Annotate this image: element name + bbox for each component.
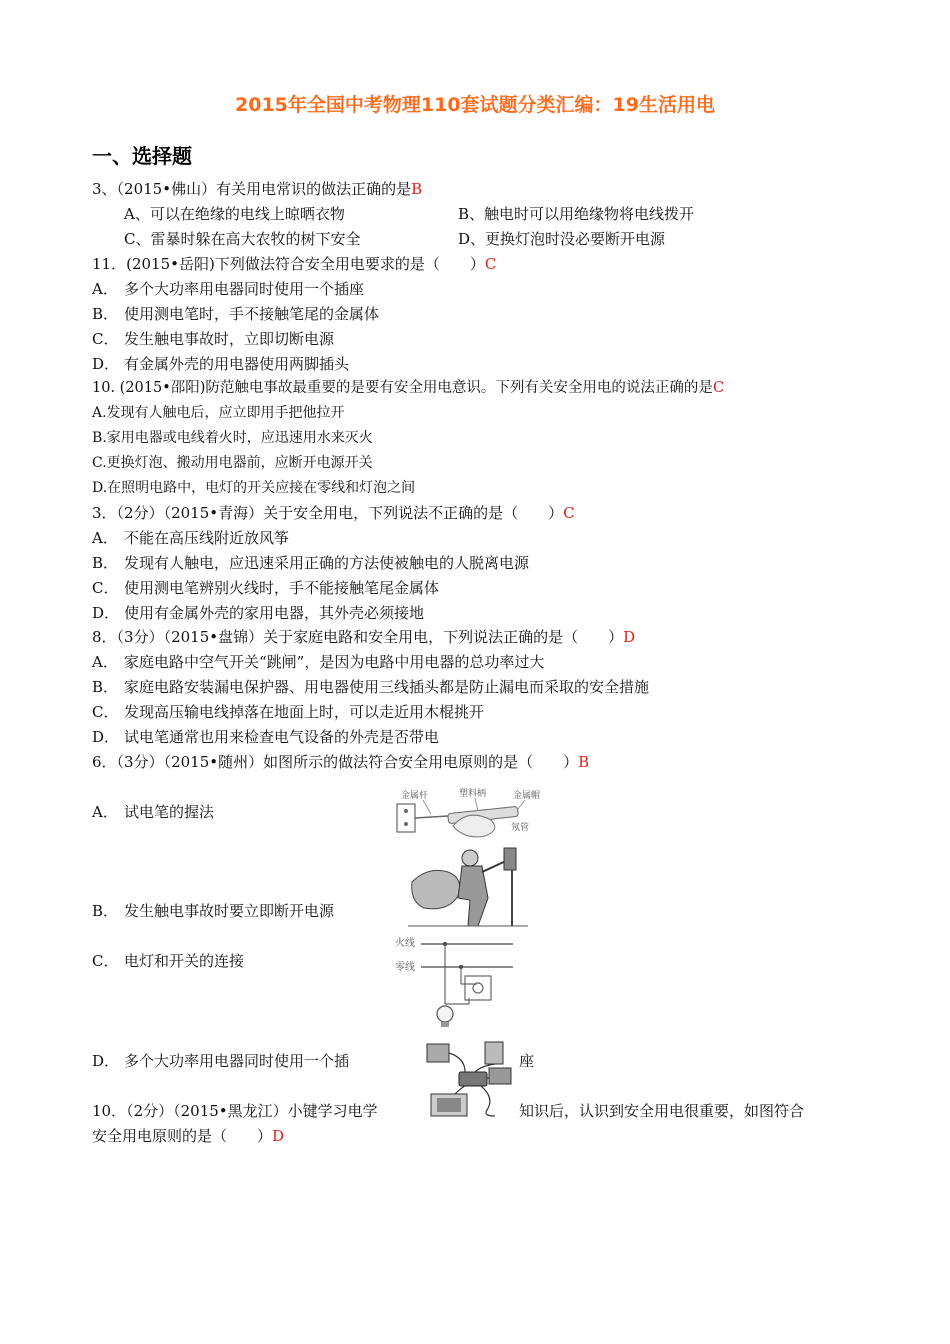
appliance-box <box>489 1068 511 1084</box>
option-d <box>92 726 439 748</box>
option-text: 家庭电路安装漏电保护器、用电器使用三线插头都是防止漏电而采取的安全措施 <box>124 678 650 696</box>
option-letter: C． <box>92 952 119 970</box>
lamp-switch-wiring-figure <box>393 934 518 1034</box>
power-cord <box>481 1086 495 1116</box>
option-letter: A． <box>92 280 118 298</box>
option-a <box>92 278 364 300</box>
question-qinghai <box>92 502 575 524</box>
answer-mark: C <box>484 255 497 273</box>
option-b: B、触电时可以用绝缘物将电线拨开 <box>458 205 695 223</box>
question-stem: 10. (2015•邵阳)防范触电事故最重要的是要有安全用电意识。下列有关安全用电的说法正确的是 <box>92 380 713 396</box>
question-heilongjiang-part1: 10．（2分）（2015•黑龙江）小键学习电学 <box>92 1102 378 1120</box>
bulb-base <box>441 1022 449 1027</box>
socket-hole <box>404 809 408 813</box>
option-text: 试电笔通常也用来检查电气设备的外壳是否带电 <box>124 728 440 746</box>
option-letter: A． <box>92 529 118 547</box>
question-stem: 安全用电原则的是（ ） <box>92 1127 273 1145</box>
option-d-tail: 座 <box>519 1052 535 1070</box>
question-stem: 6．（3分）（2015•随州）如图所示的做法符合安全用电原则的是（ ） <box>92 753 579 771</box>
appliance-box <box>427 1044 449 1062</box>
option-letter: D． <box>92 728 120 746</box>
option-letter: D． <box>92 604 120 622</box>
appliance-box <box>485 1042 503 1064</box>
question-panjin <box>92 626 635 648</box>
option-d <box>92 1050 349 1072</box>
option-letter: C． <box>92 579 119 597</box>
option-letter: B． <box>92 902 119 920</box>
fig-label-neon: 氖管 <box>511 823 530 833</box>
fig-label-neutral: 零线 <box>395 962 415 973</box>
option-text: 发现有人触电，应迅速采用正确的方法使被触电的人脱离电源 <box>124 554 530 572</box>
option-b: B.家用电器或电线着火时，应迅速用水来灭火 <box>92 430 373 446</box>
option-c: C、雷暴时躲在高大农牧的树下安全 <box>124 230 361 248</box>
label-pointer <box>475 798 478 811</box>
option-text: 使用有金属外壳的家用电器，其外壳必须接地 <box>124 604 425 622</box>
option-d: D.在照明电路中，电灯的开关应接在零线和灯泡之间 <box>92 480 416 496</box>
option-letter: B． <box>92 678 119 696</box>
fig-label-metal-rod: 金属杆 <box>401 791 429 801</box>
switch-plate <box>465 976 491 1000</box>
answer-mark: D <box>272 1127 285 1145</box>
victim-shape <box>412 870 460 908</box>
section-heading: 一、选择题 <box>92 144 192 168</box>
option-text: 试电笔的握法 <box>124 803 215 821</box>
option-text: 发现高压输电线掉落在地面上时，可以走近用木棍挑开 <box>124 703 485 721</box>
question-foshan <box>92 178 422 200</box>
question-stem: 3、（2015•佛山）有关用电常识的做法正确的是 <box>92 180 412 198</box>
option-c <box>92 701 484 723</box>
option-text: 不能在高压线附近放风筝 <box>124 529 290 547</box>
question-stem: 8．（3分）（2015•盘锦）关于家庭电路和安全用电，下列说法正确的是（ ） <box>92 628 624 646</box>
option-c <box>92 950 244 972</box>
switch-knob <box>473 983 483 993</box>
option-b <box>92 552 529 574</box>
option-text: 使用测电笔时，手不接触笔尾的金属体 <box>124 305 380 323</box>
test-pen-figure <box>393 786 555 844</box>
fig-label-live: 火线 <box>395 938 415 949</box>
option-d <box>92 602 424 624</box>
question-heilongjiang-part3 <box>92 1125 284 1147</box>
option-b <box>92 900 334 922</box>
option-text: 使用测电笔辨别火线时，手不能接触笔尾金属体 <box>124 579 440 597</box>
answer-mark: C <box>712 380 725 396</box>
option-a <box>92 527 289 549</box>
option-c <box>92 577 439 599</box>
socket-hole <box>404 822 408 826</box>
question-shaoyang <box>92 377 724 399</box>
fig-label-plastic-handle: 塑料柄 <box>459 789 487 799</box>
answer-mark: B <box>578 753 590 771</box>
option-d: D、更换灯泡时没必要断开电源 <box>458 230 666 248</box>
answer-mark: B <box>411 180 423 198</box>
pen-tip <box>415 816 448 818</box>
option-letter: A． <box>92 803 118 821</box>
answer-mark: D <box>623 628 636 646</box>
question-yueyang <box>92 253 496 275</box>
option-a <box>92 801 214 823</box>
option-letter: B． <box>92 305 119 323</box>
option-text: 多个大功率用电器同时使用一个插座 <box>124 280 365 298</box>
option-text: 电灯和开关的连接 <box>124 952 245 970</box>
answer-mark: C <box>563 504 575 522</box>
option-letter: D． <box>92 1052 120 1070</box>
option-a: A、可以在绝缘的电线上晾晒衣物 <box>124 205 345 223</box>
option-letter: C． <box>92 703 119 721</box>
option-a <box>92 651 544 673</box>
option-b <box>92 303 379 325</box>
option-c: C.更换灯泡、搬动用电器前，应断开电源开关 <box>92 455 373 471</box>
option-d <box>92 353 349 375</box>
option-letter: C． <box>92 330 119 348</box>
rescuer-head <box>462 850 478 866</box>
question-heilongjiang-part2: 知识后，认识到安全用电很重要，如图符合 <box>519 1102 805 1120</box>
option-letter: D． <box>92 355 120 373</box>
shock-rescue-figure <box>408 842 528 930</box>
label-pointer <box>423 800 431 814</box>
question-suizhou <box>92 751 589 773</box>
option-letter: A． <box>92 653 118 671</box>
option-c <box>92 328 334 350</box>
switch-box <box>504 848 516 870</box>
light-bulb <box>437 1006 453 1022</box>
socket-outline <box>397 804 415 832</box>
page-title: 2015年全国中考物理110套试题分类汇编：19生活用电 <box>235 94 715 116</box>
tv-screen <box>437 1098 461 1112</box>
question-stem: 3．（2分）（2015•青海）关于安全用电，下列说法不正确的是（ ） <box>92 504 564 522</box>
option-letter: B． <box>92 554 119 572</box>
option-b <box>92 676 649 698</box>
label-pointer <box>517 800 525 810</box>
question-stem: 11．(2015•岳阳)下列做法符合安全用电要求的是（ ） <box>92 255 485 273</box>
option-text: 多个大功率用电器同时使用一个插 <box>124 1052 350 1070</box>
option-text: 发生触电事故时要立即断开电源 <box>124 902 335 920</box>
fig-label-metal-cap: 金属帽 <box>513 791 541 801</box>
option-a: A.发现有人触电后，应立即用手把他拉开 <box>92 405 345 421</box>
option-text: 家庭电路中空气开关“跳闸”，是因为电路中用电器的总功率过大 <box>124 653 545 671</box>
option-text: 有金属外壳的用电器使用两脚插头 <box>124 355 350 373</box>
power-strip <box>459 1072 487 1086</box>
option-text: 发生触电事故时，立即切断电源 <box>124 330 335 348</box>
overloaded-socket-figure <box>425 1038 515 1120</box>
